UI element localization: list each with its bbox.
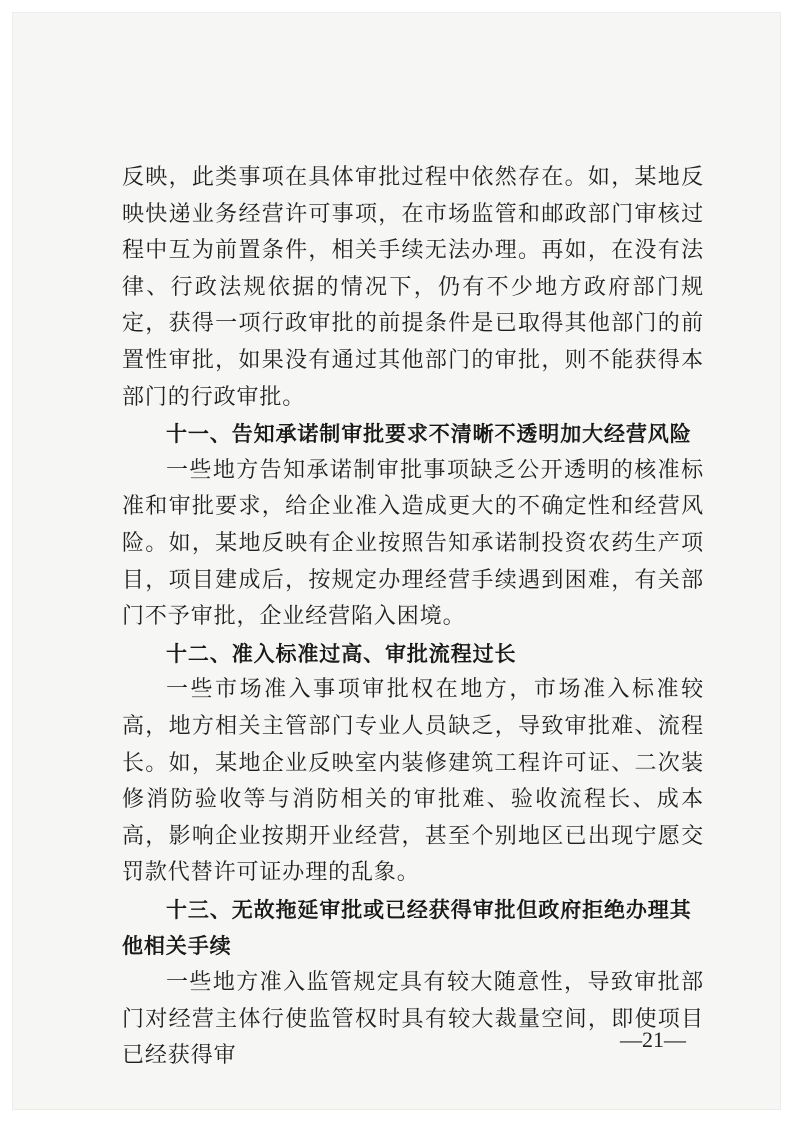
body-paragraph: 一些市场准入事项审批权在地方，市场准入标准较高，地方相关主管部门专业人员缺乏，导致审批难、流程长。如，某地企业反映室内装修建筑工程许可证、二次装修消防验收等与消防相关的审批难、验收流程长、成本高，影响企业按期开业经营，甚至个别地区已出现宁愿交罚款代替许可证办理的乱象。	[122, 677, 704, 886]
body-paragraph: 一些地方准入监管规定具有较大随意性，导致审批部门对经营主体行使监管权时具有较大裁量空间，即使项目已经获得审	[122, 970, 704, 1069]
section-heading: 十二、准入标准过高、审批流程过长	[166, 641, 517, 666]
section-heading: 十一、告知承诺制审批要求不清晰不透明加大经营风险	[166, 422, 692, 447]
document-body	[122, 160, 704, 1075]
document-page	[12, 12, 781, 1110]
section-heading: 十三、无故拖延审批或已经获得审批但政府拒绝办理其他相关手续	[122, 897, 692, 959]
page-number: —21—	[620, 1027, 686, 1052]
body-paragraph: 一些地方告知承诺制审批事项缺乏公开透明的核准标准和审批要求，给企业准入造成更大的不确定性和经营风险。如，某地反映有企业按照告知承诺制投资农药生产项目，项目建成后，按规定办理经营手续遇到困难，有关部门不予审批，企业经营陷入困境。	[122, 457, 704, 630]
body-paragraph: 反映，此类事项在具体审批过程中依然存在。如，某地反映快递业务经营许可事项，在市场监管和邮政部门审核过程中互为前置条件，相关手续无法办理。再如，在没有法律、行政法规依据的情况下，仍有不少地方政府部门规定，获得一项行政审批的前提条件是已取得其他部门的前置性审批，如果没有通过其他部门的审批，则不能获得本部门的行政审批。	[122, 165, 704, 410]
